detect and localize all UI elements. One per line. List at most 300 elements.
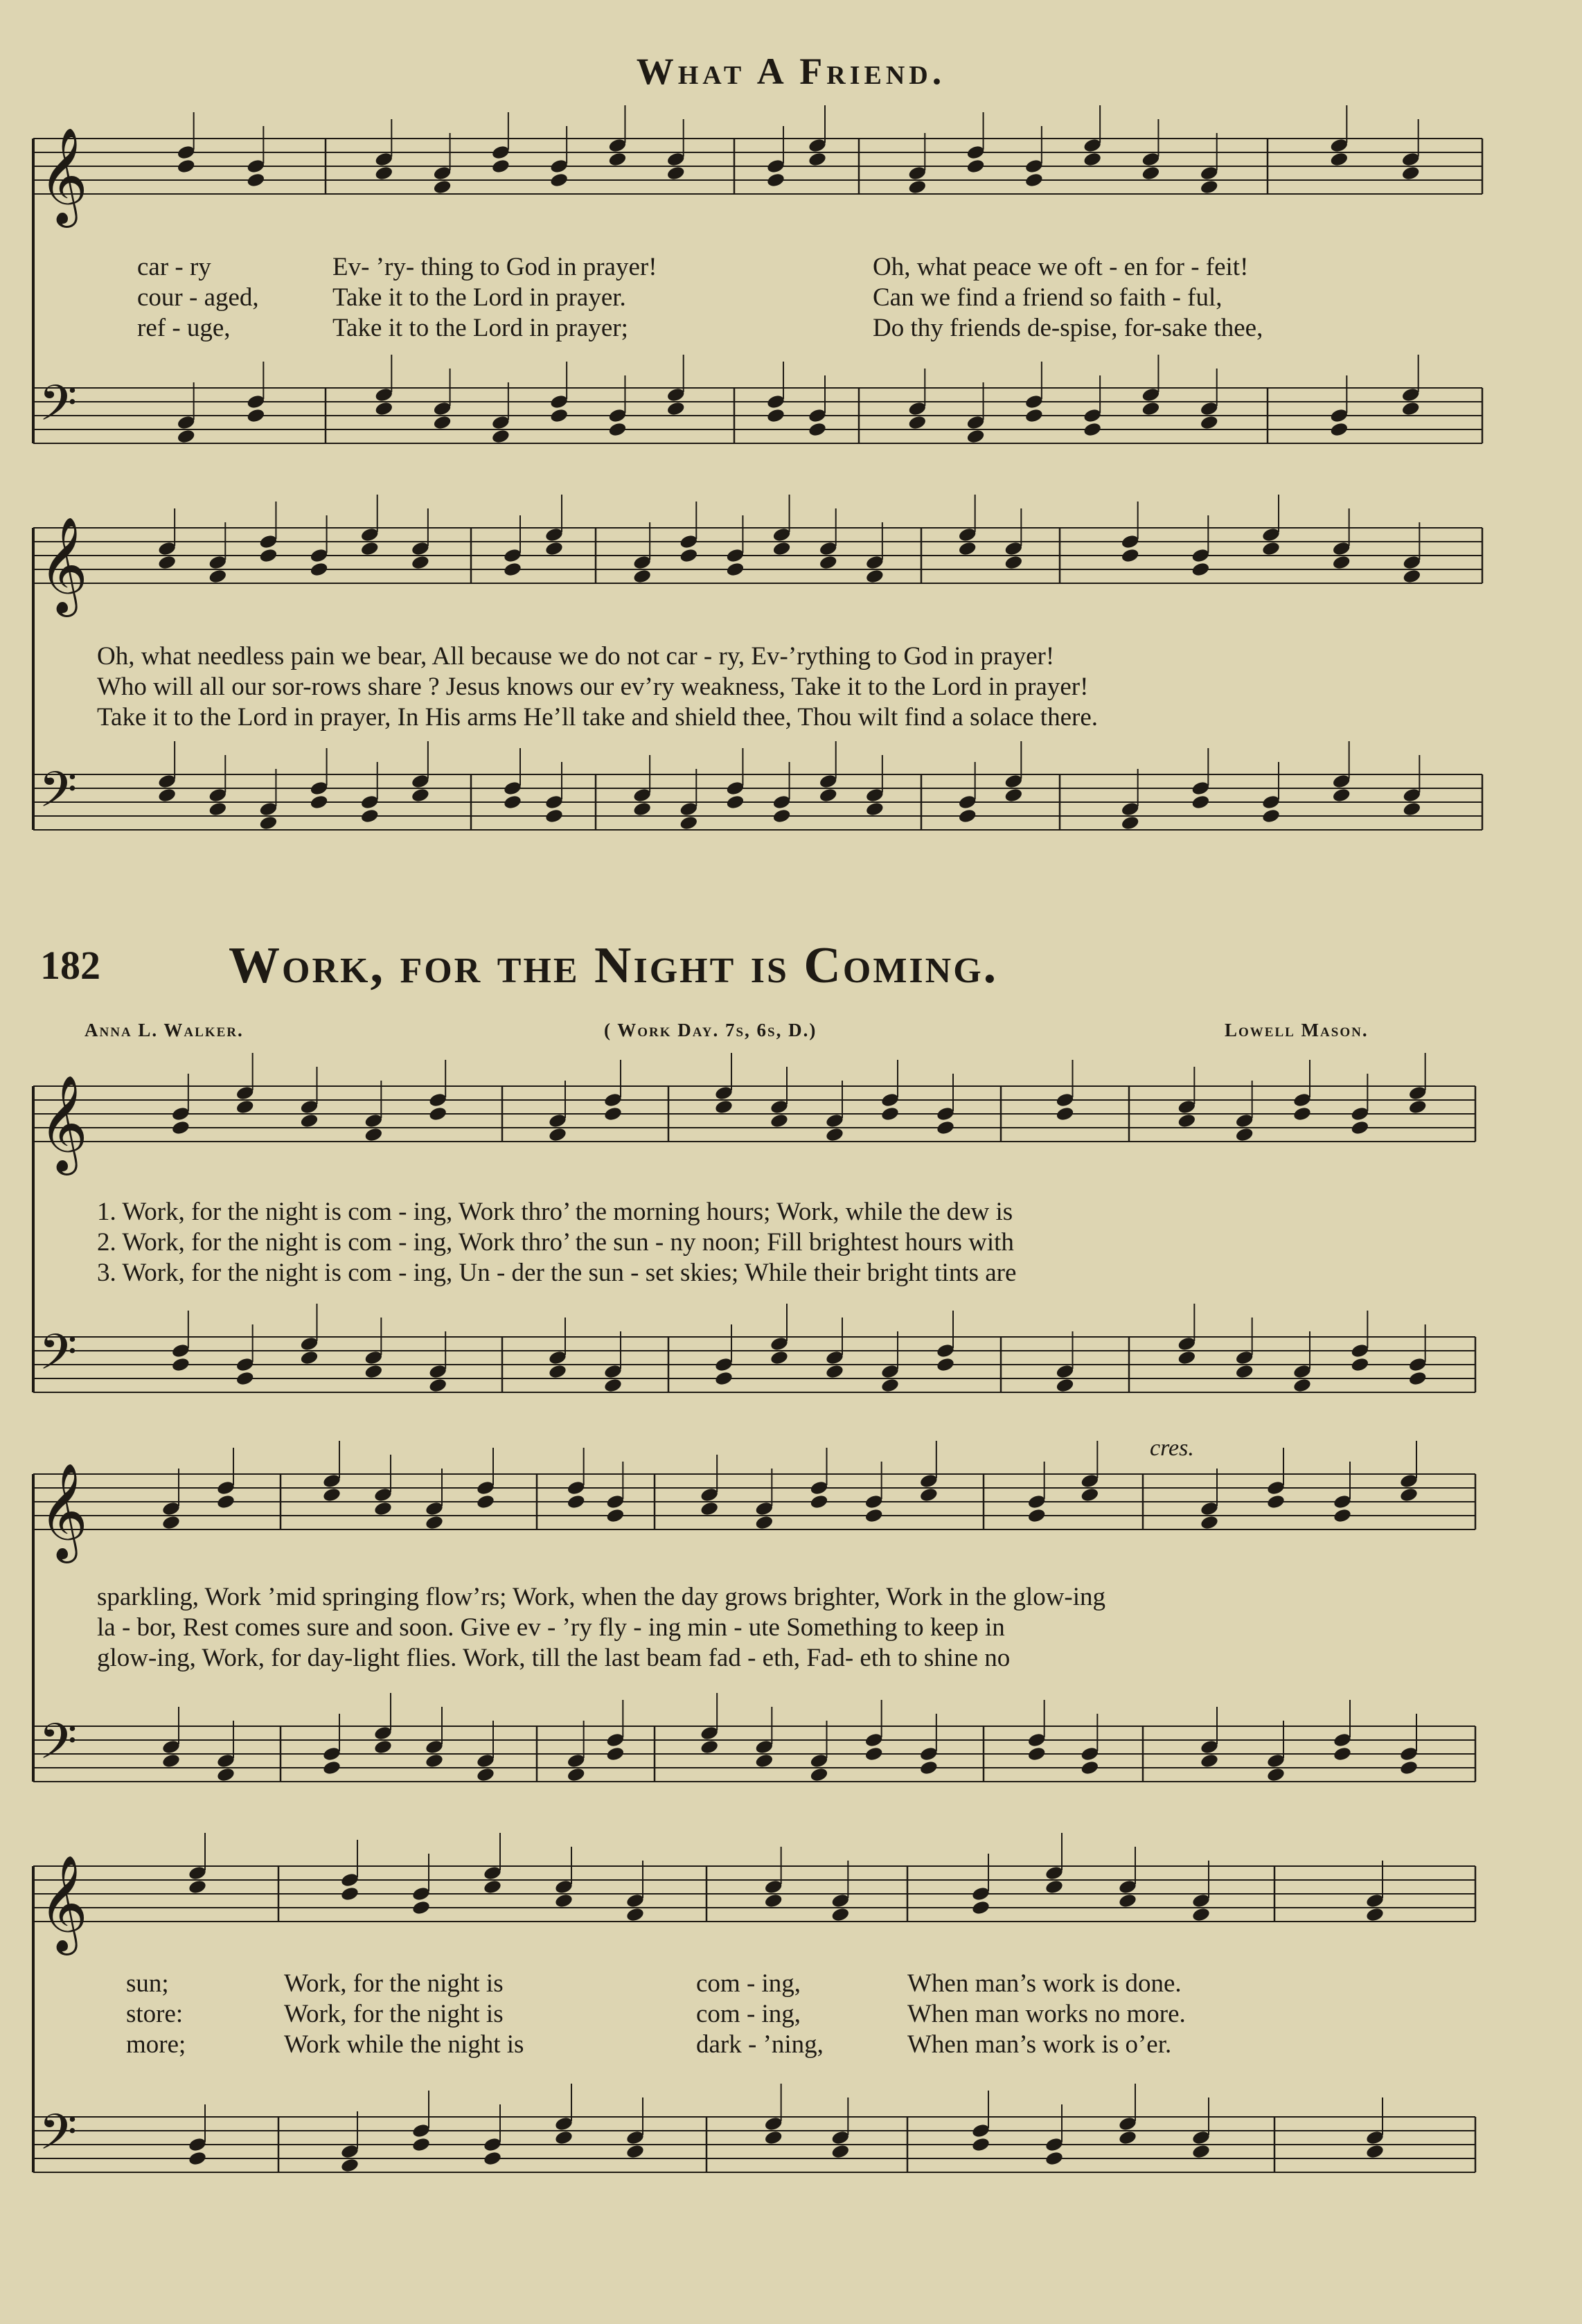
note-head (864, 1746, 884, 1762)
note-head (548, 1363, 567, 1379)
note-head (1365, 2129, 1385, 2145)
bass-clef-icon: 𝄢 (39, 1324, 78, 1393)
lyric-line: Can we find a friend so faith - ful, (873, 283, 1223, 312)
note-head (1177, 1336, 1196, 1351)
note-head (864, 1732, 884, 1748)
note-head (700, 1739, 719, 1755)
lyric-line: sun; (126, 1969, 169, 1998)
note-head (208, 568, 227, 584)
note-head (1365, 1906, 1385, 1922)
note-head (171, 1106, 190, 1121)
note-head (966, 428, 986, 444)
note-head (819, 554, 838, 570)
lyric-line: glow-ing, Work, for day-light flies. Work, till the last beam fad - eth, Fad- eth to shine no (97, 1644, 1011, 1672)
note-head (1399, 1759, 1419, 1775)
note-head (1235, 1112, 1254, 1128)
note-head (549, 393, 569, 409)
note-head (360, 540, 380, 556)
note-head (322, 1746, 341, 1762)
note-head (966, 414, 986, 430)
note-head (258, 801, 278, 817)
note-head (1402, 787, 1421, 803)
note-head (1055, 1106, 1074, 1121)
note-head (246, 407, 265, 423)
note-head (830, 2129, 850, 2145)
note-head (364, 1363, 383, 1379)
lyric-line: store: (126, 2000, 184, 2028)
note-head (754, 1753, 774, 1768)
note-head (428, 1363, 447, 1379)
note-head (1266, 1753, 1286, 1768)
note-head (808, 137, 827, 153)
note-head (1083, 151, 1102, 167)
note-head (373, 1739, 393, 1755)
note-head (1350, 1119, 1369, 1135)
note-head (1408, 1370, 1428, 1386)
note-head (340, 2157, 359, 2173)
note-head (714, 1370, 734, 1386)
note-head (177, 428, 196, 444)
note-head (161, 1739, 181, 1755)
note-head (548, 1126, 567, 1142)
note-head (700, 1500, 719, 1516)
note-head (235, 1370, 255, 1386)
note-head (1200, 1500, 1219, 1516)
note-head (411, 1899, 431, 1915)
note-head (340, 2143, 359, 2159)
lyric-line: dark - ’ning, (696, 2030, 824, 2059)
note-head (679, 533, 698, 549)
note-head (880, 1377, 900, 1393)
lyric-line: When man’s work is o’er. (907, 2030, 1172, 2059)
note-head (919, 1473, 939, 1489)
note-head (208, 787, 227, 803)
note-head (428, 1377, 447, 1393)
note-head (1083, 137, 1102, 153)
note-head (411, 2122, 431, 2138)
note-head (1177, 1349, 1196, 1365)
note-head (1261, 540, 1281, 556)
note-head (666, 151, 686, 167)
note-head (216, 1766, 235, 1782)
note-head (1121, 801, 1140, 817)
note-head (1141, 165, 1160, 181)
note-head (549, 407, 569, 423)
note-head (1333, 1493, 1352, 1509)
note-head (483, 2136, 502, 2152)
note-head (1350, 1342, 1369, 1358)
note-head (666, 387, 686, 402)
note-head (503, 561, 522, 577)
note-head (364, 1126, 383, 1142)
note-head (764, 2129, 783, 2145)
note-head (411, 554, 430, 570)
note-head (1121, 533, 1140, 549)
bass-clef-icon: 𝄢 (39, 1713, 78, 1782)
note-head (907, 165, 927, 181)
note-head (322, 1759, 341, 1775)
lyric-line: Who will all our sor-rows share ? Jesus knows our ev’ry weakness, Take it to the Lord in prayer! (97, 673, 1089, 701)
note-head (1365, 1892, 1385, 1908)
note-head (971, 1899, 990, 1915)
lyricist-credit: Anna L. Walker. (85, 1020, 244, 1040)
note-head (1261, 526, 1281, 542)
note-head (208, 801, 227, 817)
note-head (919, 1487, 939, 1502)
note-head (725, 794, 745, 810)
note-head (1177, 1099, 1196, 1115)
note-head (830, 1892, 850, 1908)
note-head (830, 2143, 850, 2159)
note-head (373, 1487, 393, 1502)
note-head (1332, 554, 1351, 570)
note-head (1266, 1493, 1286, 1509)
note-head (1235, 1363, 1254, 1379)
note-head (433, 165, 452, 181)
note-head (725, 780, 745, 796)
note-head (171, 1342, 190, 1358)
note-head (374, 400, 393, 416)
note-head (1024, 407, 1044, 423)
note-head (549, 158, 569, 174)
note-head (360, 526, 380, 542)
note-head (364, 1112, 383, 1128)
note-head (299, 1336, 319, 1351)
note-head (1045, 2136, 1064, 2152)
note-head (865, 568, 885, 584)
note-head (666, 165, 686, 181)
note-head (157, 773, 177, 789)
note-head (433, 414, 452, 430)
note-head (607, 137, 627, 153)
note-head (1333, 1507, 1352, 1523)
note-head (825, 1126, 844, 1142)
note-head (1399, 1473, 1419, 1489)
note-head (1399, 1487, 1419, 1502)
note-head (1399, 1746, 1419, 1762)
note-head (476, 1493, 495, 1509)
note-head (1332, 787, 1351, 803)
note-head (157, 540, 177, 556)
lyric-line: Oh, what needless pain we bear, All because we do not car - ry, Ev-’rything to God in prayer! (97, 642, 1055, 671)
note-head (1191, 1892, 1211, 1908)
note-head (554, 1892, 574, 1908)
note-head (428, 1106, 447, 1121)
note-head (425, 1500, 444, 1516)
note-head (1004, 773, 1023, 789)
note-head (1235, 1349, 1254, 1365)
note-head (809, 1753, 828, 1768)
note-head (1408, 1356, 1428, 1372)
note-head (1121, 815, 1140, 831)
note-head (958, 808, 977, 824)
lyric-line: When man’s work is done. (907, 1969, 1182, 1998)
note-head (936, 1106, 955, 1121)
note-head (1045, 1865, 1064, 1881)
note-head (548, 1112, 567, 1128)
lyric-line: com - ing, (696, 2000, 801, 2028)
note-head (725, 561, 745, 577)
note-head (809, 1480, 828, 1496)
note-head (299, 1099, 319, 1115)
note-head (1402, 801, 1421, 817)
note-head (411, 540, 430, 556)
note-head (1200, 1514, 1219, 1530)
note-head (766, 407, 785, 423)
note-head (1121, 547, 1140, 563)
note-head (625, 1892, 645, 1908)
lyric-line: Ev- ’ry- thing to God in prayer! (332, 253, 657, 281)
note-head (772, 794, 792, 810)
note-head (632, 568, 652, 584)
note-head (1024, 172, 1044, 188)
note-head (1080, 1487, 1099, 1502)
note-head (1329, 421, 1349, 437)
treble-clef-icon: 𝄞 (39, 517, 88, 613)
note-head (679, 801, 698, 817)
note-head (554, 2115, 574, 2131)
note-head (567, 1480, 586, 1496)
lyric-line: sparkling, Work ’mid springing flow’rs; Work, when the day grows brighter, Work in the glow-ing (97, 1583, 1106, 1611)
note-head (830, 1906, 850, 1922)
note-head (1408, 1085, 1428, 1101)
treble-clef-icon: 𝄞 (39, 1075, 88, 1171)
note-head (809, 1766, 828, 1782)
note-head (216, 1493, 235, 1509)
note-head (770, 1099, 789, 1115)
note-head (310, 780, 329, 796)
note-head (1266, 1480, 1286, 1496)
note-head (1118, 2115, 1137, 2131)
note-head (766, 172, 785, 188)
note-head (433, 400, 452, 416)
lyric-line: 2. Work, for the night is com - ing, Work thro’ the sun - ny noon; Fill brightest hours with (97, 1228, 1014, 1257)
note-head (1191, 2143, 1211, 2159)
note-head (808, 151, 827, 167)
note-head (700, 1725, 719, 1741)
note-head (428, 1092, 447, 1108)
note-head (208, 554, 227, 570)
treble-clef-icon: 𝄞 (39, 1463, 88, 1559)
note-head (544, 808, 564, 824)
note-head (865, 554, 885, 570)
note-head (246, 158, 265, 174)
note-head (411, 787, 430, 803)
note-head (607, 407, 627, 423)
note-head (714, 1099, 734, 1115)
note-head (607, 151, 627, 167)
note-head (1191, 794, 1210, 810)
note-head (161, 1514, 181, 1530)
note-head (880, 1363, 900, 1379)
note-head (549, 172, 569, 188)
note-head (1333, 1746, 1352, 1762)
note-head (865, 787, 885, 803)
note-head (171, 1356, 190, 1372)
lyric-line: Work, for the night is (284, 1969, 504, 1998)
note-head (605, 1746, 625, 1762)
note-head (625, 2129, 645, 2145)
note-head (1191, 2129, 1211, 2145)
note-head (714, 1085, 734, 1101)
note-head (216, 1753, 235, 1768)
note-head (1292, 1092, 1312, 1108)
note-head (1401, 151, 1421, 167)
note-head (1350, 1106, 1369, 1121)
note-head (666, 400, 686, 416)
note-head (1332, 773, 1351, 789)
note-head (310, 547, 329, 563)
note-head (864, 1493, 884, 1509)
note-head (770, 1349, 789, 1365)
note-head (411, 1886, 431, 1901)
lyric-line: 1. Work, for the night is com - ing, Work thro’ the morning hours; Work, while the dew is (97, 1198, 1013, 1226)
note-head (1292, 1377, 1312, 1393)
note-head (567, 1493, 586, 1509)
note-head (374, 165, 393, 181)
lyric-line: Take it to the Lord in prayer; (332, 314, 628, 342)
note-head (299, 1112, 319, 1128)
note-head (607, 421, 627, 437)
note-head (373, 1500, 393, 1516)
note-head (971, 2136, 990, 2152)
note-head (770, 1112, 789, 1128)
note-head (1177, 1112, 1196, 1128)
note-head (425, 1739, 444, 1755)
note-head (411, 773, 430, 789)
note-head (679, 815, 698, 831)
note-head (1191, 1906, 1211, 1922)
note-head (936, 1342, 955, 1358)
note-head (825, 1349, 844, 1365)
note-head (340, 1886, 359, 1901)
note-head (1045, 2150, 1064, 2166)
note-head (364, 1349, 383, 1365)
note-head (958, 794, 977, 810)
note-head (188, 2150, 207, 2166)
note-head (1200, 1753, 1219, 1768)
note-head (605, 1732, 625, 1748)
note-head (603, 1363, 623, 1379)
lyric-line: 3. Work, for the night is com - ing, Un - der the sun - set skies; While their bright tints are (97, 1259, 1017, 1287)
note-head (1350, 1356, 1369, 1372)
note-head (246, 393, 265, 409)
note-head (476, 1766, 495, 1782)
note-head (188, 2136, 207, 2152)
note-head (235, 1356, 255, 1372)
note-head (161, 1753, 181, 1768)
note-head (1401, 400, 1421, 416)
note-head (360, 808, 380, 824)
note-head (1141, 151, 1160, 167)
note-head (958, 526, 977, 542)
note-head (1045, 1879, 1064, 1895)
note-head (171, 1119, 190, 1135)
note-head (754, 1514, 774, 1530)
note-head (425, 1514, 444, 1530)
note-head (411, 2136, 431, 2152)
lyric-line: When man works no more. (907, 2000, 1186, 2028)
note-head (235, 1085, 255, 1101)
note-head (544, 526, 564, 542)
note-head (1235, 1126, 1254, 1142)
note-head (177, 414, 196, 430)
note-head (1332, 540, 1351, 556)
note-head (1402, 568, 1421, 584)
note-head (1191, 780, 1210, 796)
note-head (819, 773, 838, 789)
note-head (605, 1493, 625, 1509)
note-head (1401, 387, 1421, 402)
note-head (1027, 1507, 1047, 1523)
note-head (1261, 794, 1281, 810)
note-head (1004, 787, 1023, 803)
note-head (958, 540, 977, 556)
note-head (554, 1879, 574, 1895)
note-head (322, 1473, 341, 1489)
note-head (1200, 165, 1219, 181)
note-head (1365, 2143, 1385, 2159)
note-head (1292, 1106, 1312, 1121)
note-head (1004, 540, 1023, 556)
note-head (258, 533, 278, 549)
note-head (772, 808, 792, 824)
note-head (1024, 158, 1044, 174)
note-head (919, 1746, 939, 1762)
note-head (188, 1865, 207, 1881)
note-head (188, 1879, 207, 1895)
lyric-line: more; (126, 2030, 186, 2059)
note-head (491, 158, 510, 174)
note-head (544, 540, 564, 556)
note-head (1027, 1493, 1047, 1509)
note-head (1055, 1377, 1074, 1393)
tune-meter: ( Work Day. 7s, 6s, D.) (604, 1020, 817, 1040)
composer-credit: Lowell Mason. (1225, 1020, 1369, 1040)
note-head (632, 554, 652, 570)
lyric-line: Do thy friends de-spise, for-sake thee, (873, 314, 1263, 342)
note-head (605, 1507, 625, 1523)
note-head (544, 794, 564, 810)
note-head (1292, 1363, 1312, 1379)
note-head (340, 1872, 359, 1888)
lyric-line: Take it to the Lord in prayer. (332, 283, 626, 312)
note-head (808, 421, 827, 437)
note-head (966, 144, 986, 160)
note-head (433, 179, 452, 195)
note-head (1027, 1746, 1047, 1762)
note-head (554, 2129, 574, 2145)
lyric-line: com - ing, (696, 1969, 801, 1998)
lyric-line: Work while the night is (284, 2030, 524, 2059)
note-head (235, 1099, 255, 1115)
note-head (373, 1725, 393, 1741)
note-head (700, 1487, 719, 1502)
note-head (1200, 414, 1219, 430)
note-head (766, 393, 785, 409)
note-head (1024, 393, 1044, 409)
note-head (1402, 554, 1421, 570)
note-head (1329, 151, 1349, 167)
note-head (880, 1106, 900, 1121)
note-head (1083, 407, 1102, 423)
note-head (1055, 1092, 1074, 1108)
note-head (1004, 554, 1023, 570)
note-head (1266, 1766, 1286, 1782)
treble-clef-icon: 𝄞 (39, 1855, 88, 1951)
note-head (322, 1487, 341, 1502)
note-head (1118, 1892, 1137, 1908)
